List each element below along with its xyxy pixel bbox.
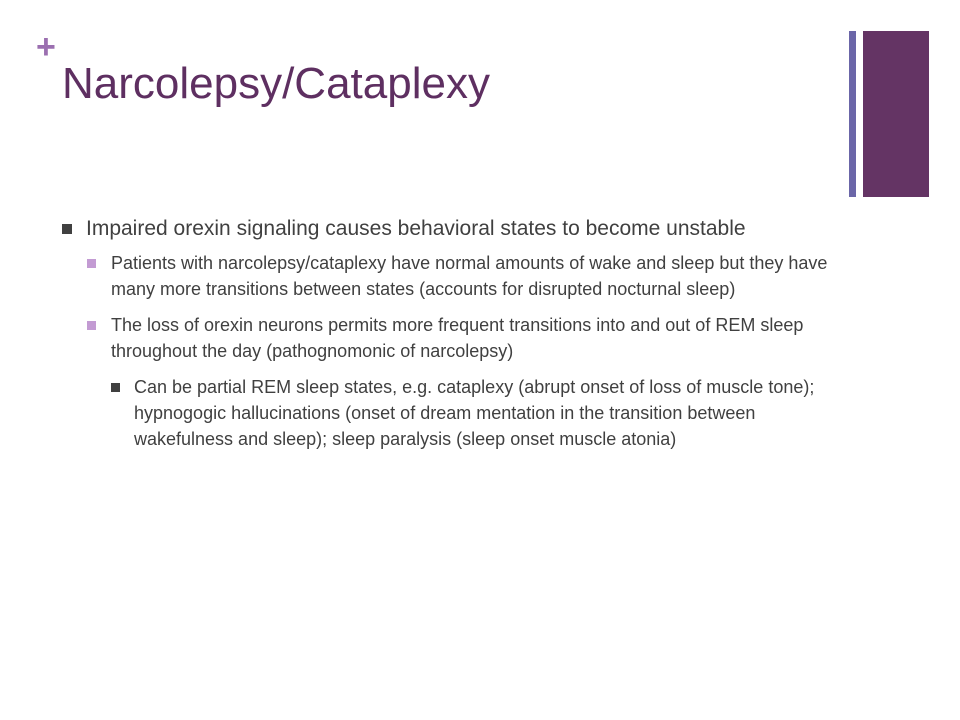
accent-bar-thin xyxy=(849,31,856,197)
bullet-text: Impaired orexin signaling causes behavioral states to become unstable xyxy=(86,217,746,240)
bullet-item-level1 xyxy=(62,214,852,244)
square-bullet-icon xyxy=(111,383,120,392)
square-bullet-icon xyxy=(62,224,72,234)
bullet-text: The loss of orexin neurons permits more frequent transitions into and out of REM sleep throughout the day (pathognomonic of narcolepsy) xyxy=(111,315,804,361)
square-bullet-icon xyxy=(87,259,96,268)
bullet-item-level2 xyxy=(62,312,852,364)
bullet-list xyxy=(62,214,852,462)
bullet-item-level2 xyxy=(62,250,852,302)
bullet-text: Can be partial REM sleep states, e.g. cataplexy (abrupt onset of loss of muscle tone); hypnogogic hallucinations (onset of dream mentation in the transition between wakefulness and sleep); sleep paralysis (sleep onset muscle atonia) xyxy=(134,377,815,449)
square-bullet-icon xyxy=(87,321,96,330)
bullet-item-level3 xyxy=(62,374,852,452)
accent-bar-thick xyxy=(863,31,929,197)
plus-mark-decoration: + xyxy=(36,28,56,66)
bullet-text: Patients with narcolepsy/cataplexy have normal amounts of wake and sleep but they have many more transitions between states (accounts for disrupted nocturnal sleep) xyxy=(111,253,828,299)
slide-title: Narcolepsy/Cataplexy xyxy=(62,59,490,108)
